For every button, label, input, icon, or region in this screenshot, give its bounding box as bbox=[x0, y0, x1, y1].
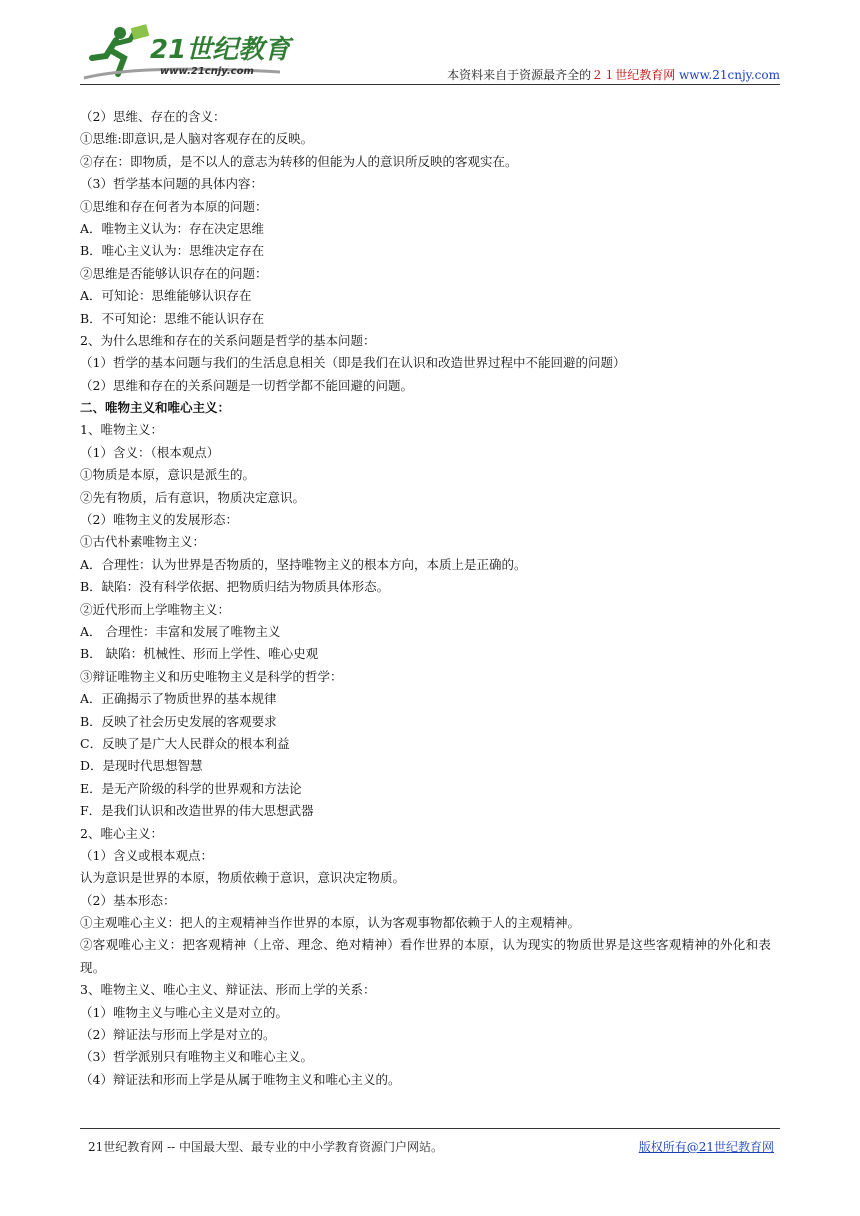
text-line: （2）思维、存在的含义： bbox=[80, 109, 226, 124]
document-body bbox=[80, 106, 780, 1091]
text-line: B．缺陷：没有科学依据、把物质归结为物质具体形态。 bbox=[80, 579, 390, 595]
text-line: 3、唯物主义、唯心主义、辩证法、形而上学的关系： bbox=[80, 982, 376, 998]
header-divider bbox=[80, 84, 780, 85]
text-line: （2）基本形态： bbox=[80, 892, 176, 908]
text-line: （3）哲学派别只有唯物主义和唯心主义。 bbox=[80, 1049, 313, 1065]
text-line: A．正确揭示了物质世界的基本规律 bbox=[80, 691, 277, 707]
text-line: B．反映了社会历史发展的客观要求 bbox=[80, 713, 277, 729]
text-line: 2、为什么思维和存在的关系问题是哲学的基本问题： bbox=[80, 332, 376, 348]
text-line: 2、唯心主义： bbox=[80, 825, 163, 841]
text-line: （1）含义或根本观点： bbox=[80, 847, 213, 863]
text-line: A．合理性：认为世界是否物质的，坚持唯物主义的根本方向，本质上是正确的。 bbox=[80, 556, 527, 572]
text-line: （2）辩证法与形而上学是对立的。 bbox=[80, 1027, 276, 1043]
text-line: B．不可知论：思维不能认识存在 bbox=[80, 310, 265, 326]
header-source-site: ２１世纪教育网 bbox=[591, 68, 676, 82]
text-line: ①思维和存在何者为本原的问题： bbox=[80, 198, 268, 214]
text-line: ②思维是否能够认识存在的问题： bbox=[80, 265, 268, 281]
text-line: B． 缺陷：机械性、形而上学性、唯心史观 bbox=[80, 646, 319, 662]
page-header bbox=[80, 24, 780, 86]
text-line: ①主观唯心主义：把人的主观精神当作世界的本原，认为客观事物都依赖于人的主观精神。 bbox=[80, 915, 581, 931]
text-line: A．唯物主义认为：存在决定思维 bbox=[80, 220, 265, 236]
footer-tagline: 21世纪教育网 -- 中国最大型、最专业的中小学教育资源门户网站。 bbox=[88, 1140, 444, 1154]
text-line: C．反映了是广大人民群众的根本利益 bbox=[80, 735, 290, 751]
logo-url-text: www.21cnjy.com bbox=[160, 66, 254, 77]
text-line: （4）辩证法和形而上学是从属于唯物主义和唯心主义的。 bbox=[80, 1071, 401, 1087]
text-line: （2）唯物主义的发展形态： bbox=[80, 512, 238, 528]
text-line: （2）思维和存在的关系问题是一切哲学都不能回避的问题。 bbox=[80, 377, 413, 393]
text-line: ①古代朴素唯物主义： bbox=[80, 534, 206, 550]
text-line: ②客观唯心主义：把客观精神（上帝、理念、绝对精神）看作世界的本原，认为现实的物质世界是这些客观精神的外化和表现。 bbox=[80, 937, 772, 975]
text-line: D．是现时代思想智慧 bbox=[80, 758, 203, 774]
text-line: ①思维:即意识,是人脑对客观存在的反映。 bbox=[80, 131, 314, 147]
text-line: （1）含义：（根本观点） bbox=[80, 444, 220, 460]
text-line: （1）唯物主义与唯心主义是对立的。 bbox=[80, 1004, 288, 1020]
text-line: ②存在：即物质，是不以人的意志为转移的但能为人的意识所反映的客观实在。 bbox=[80, 153, 518, 169]
text-line: 1、唯物主义： bbox=[80, 422, 163, 438]
text-line: 认为意识是世界的本原，物质依赖于意识，意识决定物质。 bbox=[80, 870, 406, 886]
text-line: E．是无产阶级的科学的世界观和方法论 bbox=[80, 780, 302, 796]
text-line: F．是我们认识和改造世界的伟大思想武器 bbox=[80, 803, 314, 819]
text-line: ②近代形而上学唯物主义： bbox=[80, 601, 231, 617]
header-source-prefix: 本资料来自于资源最齐全的 bbox=[447, 68, 592, 82]
text-line: B．唯心主义认为：思维决定存在 bbox=[80, 243, 265, 259]
text-line: ①物质是本原，意识是派生的。 bbox=[80, 467, 256, 483]
header-source-url[interactable]: www.21cnjy.com bbox=[679, 68, 780, 82]
text-line: A．可知论：思维能够认识存在 bbox=[80, 288, 252, 304]
text-line: 二、唯物主义和唯心主义： bbox=[80, 400, 231, 416]
text-line: （3）哲学基本问题的具体内容： bbox=[80, 176, 263, 192]
text-line: （1）哲学的基本问题与我们的生活息息相关（即是我们在认识和改造世界过程中不能回避的问题） bbox=[80, 355, 626, 371]
logo-main-text: 21世纪教育 bbox=[150, 35, 291, 65]
text-line: ②先有物质，后有意识，物质决定意识。 bbox=[80, 489, 306, 505]
footer-divider bbox=[80, 1128, 780, 1129]
logo bbox=[80, 24, 320, 82]
text-line: ③辩证唯物主义和历史唯物主义是科学的哲学： bbox=[80, 668, 343, 684]
text-line: A． 合理性：丰富和发展了唯物主义 bbox=[80, 623, 281, 639]
header-source-note bbox=[447, 66, 780, 83]
footer-copyright-link[interactable]: 版权所有@21世纪教育网 bbox=[638, 1140, 774, 1154]
